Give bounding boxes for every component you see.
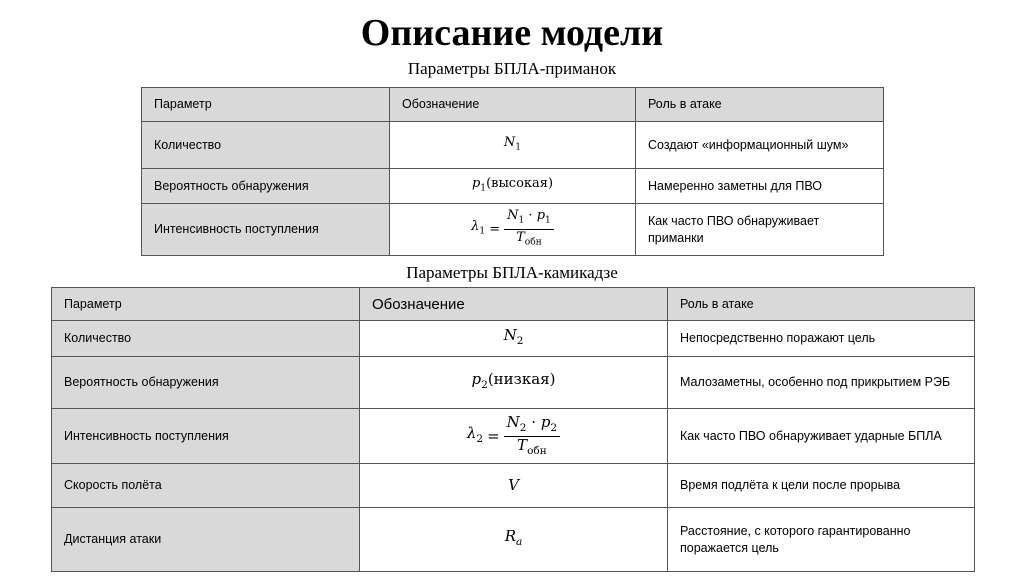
numerator-subscript: 2: [519, 421, 527, 434]
symbol-cell: [360, 508, 668, 572]
table-row: [142, 122, 884, 169]
symbol: λ: [466, 423, 477, 442]
fraction-numerator: [504, 414, 560, 437]
rate-formula: [467, 414, 560, 459]
role-cell: Создают «информационный шум»: [636, 122, 884, 169]
symbol-cell: [360, 357, 668, 409]
symbol: N: [503, 134, 516, 150]
equals-sign: =: [489, 222, 501, 237]
table-header-row: [52, 288, 975, 321]
symbol-cell: [360, 464, 668, 508]
table-row: [142, 169, 884, 204]
fraction: [504, 208, 554, 250]
symbol-cell: [390, 204, 636, 256]
multiply-dot: ·: [528, 208, 533, 224]
param-cell: Интенсивность поступления: [142, 204, 390, 256]
symbol-note: (низкая): [487, 370, 556, 388]
symbol-subscript: a: [516, 536, 523, 548]
symbol-subscript: 2: [481, 379, 488, 391]
table-row: [52, 321, 975, 357]
role-cell: Как часто ПВО обнаруживает приманки: [636, 204, 884, 256]
param-cell: Дистанция атаки: [52, 508, 360, 572]
numerator-subscript: 1: [545, 216, 551, 226]
symbol-subscript: 2: [476, 432, 484, 445]
table1-caption: Параметры БПЛА-приманок: [407, 59, 617, 78]
kamikaze-params-table: [51, 287, 975, 572]
symbol-note: (высокая): [486, 175, 554, 191]
role-cell: Время подлёта к цели после прорыва: [668, 464, 975, 508]
symbol-subscript: 1: [480, 183, 487, 194]
denominator-subscript: обн: [527, 444, 547, 457]
numerator-symbol: N: [506, 412, 520, 431]
symbol-cell: [390, 169, 636, 204]
denominator-subscript: обн: [524, 237, 542, 248]
fraction-numerator: [504, 208, 554, 230]
symbol: R: [504, 527, 517, 545]
multiply-dot: ·: [531, 412, 537, 431]
role-cell: Как часто ПВО обнаруживает ударные БПЛА: [668, 409, 975, 464]
table-row: [52, 508, 975, 572]
numerator-symbol: p: [540, 412, 551, 431]
numerator-subscript: 1: [518, 216, 525, 226]
role-cell: Намеренно заметны для ПВО: [636, 169, 884, 204]
symbol-cell: [360, 321, 668, 357]
numerator-symbol: N: [507, 208, 519, 224]
table-row: [52, 464, 975, 508]
param-cell: Скорость полёта: [52, 464, 360, 508]
table2-caption: Параметры БПЛА-камикадзе: [406, 263, 618, 282]
header-cell: Роль в атаке: [636, 88, 884, 122]
param-cell: Вероятность обнаружения: [52, 357, 360, 409]
param-cell: Количество: [52, 321, 360, 357]
symbol-subscript: 1: [479, 226, 486, 237]
param-cell: Количество: [142, 122, 390, 169]
decoy-params-table: [141, 87, 884, 256]
numerator-symbol: p: [536, 208, 546, 224]
table-row: [52, 357, 975, 409]
header-cell: Параметр: [52, 288, 360, 321]
fraction-denominator: [504, 230, 554, 251]
fraction-denominator: [504, 437, 560, 459]
fraction: [504, 414, 560, 459]
role-cell: Непосредственно поражают цель: [668, 321, 975, 357]
symbol: p: [471, 370, 482, 388]
symbol-cell: [360, 409, 668, 464]
header-cell: Роль в атаке: [668, 288, 975, 321]
header-cell: Параметр: [142, 88, 390, 122]
symbol-subscript: 1: [515, 142, 522, 153]
table-row: [52, 409, 975, 464]
numerator-subscript: 2: [550, 421, 558, 434]
role-cell: Расстояние, с которого гарантированно поражается цель: [668, 508, 975, 572]
table-row: [142, 204, 884, 256]
table-header-row: [142, 88, 884, 122]
rate-formula: [471, 208, 554, 250]
header-cell: Обозначение: [390, 88, 636, 122]
symbol: p: [471, 175, 481, 191]
symbol: V: [508, 476, 519, 494]
symbol-cell: [390, 122, 636, 169]
page-title: Описание модели: [360, 12, 664, 54]
denominator-symbol: T: [517, 435, 528, 454]
symbol-subscript: 2: [516, 335, 524, 347]
denominator-symbol: T: [516, 230, 525, 245]
symbol: λ: [471, 219, 480, 235]
role-cell: Малозаметны, особенно под прикрытием РЭБ: [668, 357, 975, 409]
header-cell: Обозначение: [360, 288, 668, 321]
symbol: N: [503, 326, 517, 344]
param-cell: Интенсивность поступления: [52, 409, 360, 464]
equals-sign: =: [487, 426, 500, 445]
param-cell: Вероятность обнаружения: [142, 169, 390, 204]
